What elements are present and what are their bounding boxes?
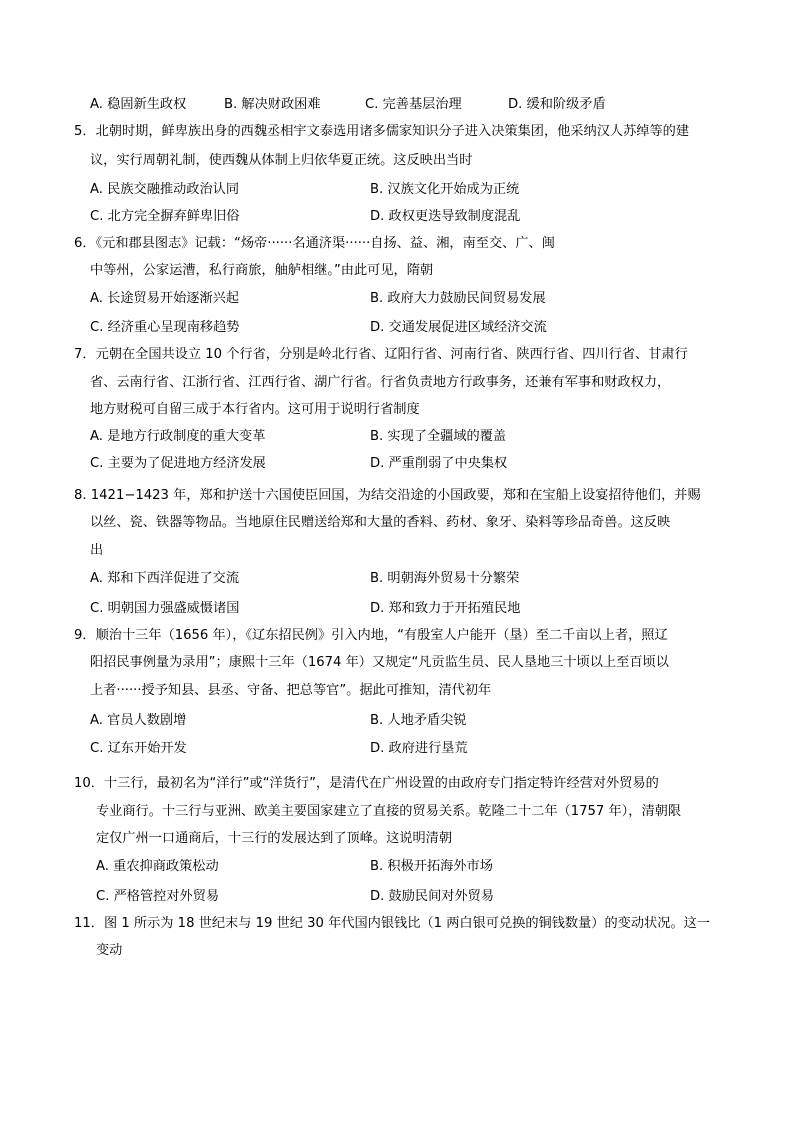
q4-option-a[interactable]: A. 稳固新生政权	[90, 97, 187, 112]
q6-option-a[interactable]: A. 长途贸易开始逐渐兴起	[90, 291, 240, 306]
q8-option-d[interactable]: D. 郑和致力于开拓殖民地	[370, 601, 521, 616]
q7-option-c[interactable]: C. 主要为了促进地方经济发展	[90, 456, 266, 471]
q6-option-b[interactable]: B. 政府大力鼓励民间贸易发展	[370, 291, 546, 306]
q10-option-b[interactable]: B. 积极开拓海外市场	[370, 859, 493, 874]
q7-stem-line-3: 地方财税可自留三成于本行省内。这可用于说明行省制度	[90, 402, 420, 417]
q8-stem-line-2: 以丝、瓷、铁器等物品。当地原住民赠送给郑和大量的香料、药材、象牙、染料等珍品奇兽。这反映	[90, 515, 671, 530]
q9-option-d[interactable]: D. 政府进行垦荒	[370, 741, 468, 756]
q8-option-b[interactable]: B. 明朝海外贸易十分繁荣	[370, 571, 520, 586]
q5-option-c[interactable]: C. 北方完全摒弃鲜卑旧俗	[90, 209, 240, 224]
q7-stem-line-1: 7．元朝在全国共设立 10 个行省，分别是岭北行省、辽阳行省、河南行省、陕西行省、四川行省、甘肃行	[74, 347, 688, 362]
q6-stem-line-2: 中等州，公家运漕，私行商旅，舳舻相继。”由此可见，隋朝	[90, 263, 434, 278]
q4-option-c[interactable]: C. 完善基层治理	[365, 97, 462, 112]
q7-option-b[interactable]: B. 实现了全疆域的覆盖	[370, 429, 507, 444]
q9-stem-line-2: 阳招民事例量为录用”；康熙十三年（1674 年）又规定“凡贡监生员、民人垦地三十顷以上至百顷以	[90, 655, 669, 670]
q4-option-d[interactable]: D. 缓和阶级矛盾	[508, 97, 606, 112]
q7-stem-line-2: 省、云南行省、江浙行省、江西行省、湖广行省。行省负责地方行政事务，还兼有军事和财政权力，	[90, 375, 671, 390]
q8-option-c[interactable]: C. 明朝国力强盛威慑诸国	[90, 601, 240, 616]
q11-stem-line-1: 11．图 1 所示为 18 世纪末与 19 世纪 30 年代国内银钱比（1 两白银可兑换的铜钱数量）的变动状况。这一	[74, 916, 710, 931]
q6-stem-line-1: 6．《元和郡县图志》记载：“炀帝······名通济渠······自扬、益、湘，南至交、广、闽	[74, 236, 555, 251]
q10-option-d[interactable]: D. 鼓励民间对外贸易	[370, 889, 495, 904]
q8-stem-line-1: 8. 1421−1423 年，郑和护送十六国使臣回国，为结交沿途的小国政要，郑和在宝船上设宴招待他们，并赐	[74, 488, 701, 503]
q5-stem-line-2: 议，实行周朝礼制，使西魏从体制上归依华夏正统。这反映出当时	[90, 153, 473, 168]
q9-option-c[interactable]: C. 辽东开始开发	[90, 741, 187, 756]
q5-option-a[interactable]: A. 民族交融推动政治认同	[90, 182, 240, 197]
q7-option-a[interactable]: A. 是地方行政制度的重大变革	[90, 429, 266, 444]
q9-stem-line-3: 上者······授予知县、县丞、守备、把总等官”。据此可推知，清代初年	[90, 683, 492, 698]
q10-stem-line-2: 专业商行。十三行与亚洲、欧美主要国家建立了直接的贸易关系。乾隆二十二年（1757 年），清朝限	[96, 804, 682, 819]
q7-option-d[interactable]: D. 严重削弱了中央集权	[370, 456, 508, 471]
q11-stem-line-2: 变动	[96, 943, 123, 958]
q5-option-d[interactable]: D. 政权更迭导致制度混乱	[370, 209, 521, 224]
q8-option-a[interactable]: A. 郑和下西洋促进了交流	[90, 571, 240, 586]
q5-option-b[interactable]: B. 汉族文化开始成为正统	[370, 182, 520, 197]
q10-option-c[interactable]: C. 严格管控对外贸易	[96, 889, 220, 904]
q8-stem-line-3: 出	[90, 543, 104, 558]
q10-stem-line-1: 10．十三行，最初名为“洋行”或“洋货行”，是清代在广州设置的由政府专门指定特许经营对外贸易的	[74, 776, 659, 791]
q9-option-b[interactable]: B. 人地矛盾尖锐	[370, 713, 467, 728]
q6-option-c[interactable]: C. 经济重心呈现南移趋势	[90, 320, 240, 335]
q9-option-a[interactable]: A. 官员人数剧增	[90, 713, 187, 728]
q9-stem-line-1: 9．顺治十三年（1656 年），《辽东招民例》引入内地，“有殷室人户能开（垦）至二千亩以上者，照辽	[74, 628, 668, 643]
q10-stem-line-3: 定仅广州一口通商后，十三行的发展达到了顶峰。这说明清朝	[96, 831, 453, 846]
q10-option-a[interactable]: A. 重农抑商政策松动	[96, 859, 219, 874]
q5-stem-line-1: 5．北朝时期，鲜卑族出身的西魏丞相宇文泰选用诸多儒家知识分子进入决策集团，他采纳汉人苏绰等的建	[74, 124, 690, 139]
q6-option-d[interactable]: D. 交通发展促进区域经济交流	[370, 320, 547, 335]
q4-option-b[interactable]: B. 解决财政困难	[224, 97, 321, 112]
